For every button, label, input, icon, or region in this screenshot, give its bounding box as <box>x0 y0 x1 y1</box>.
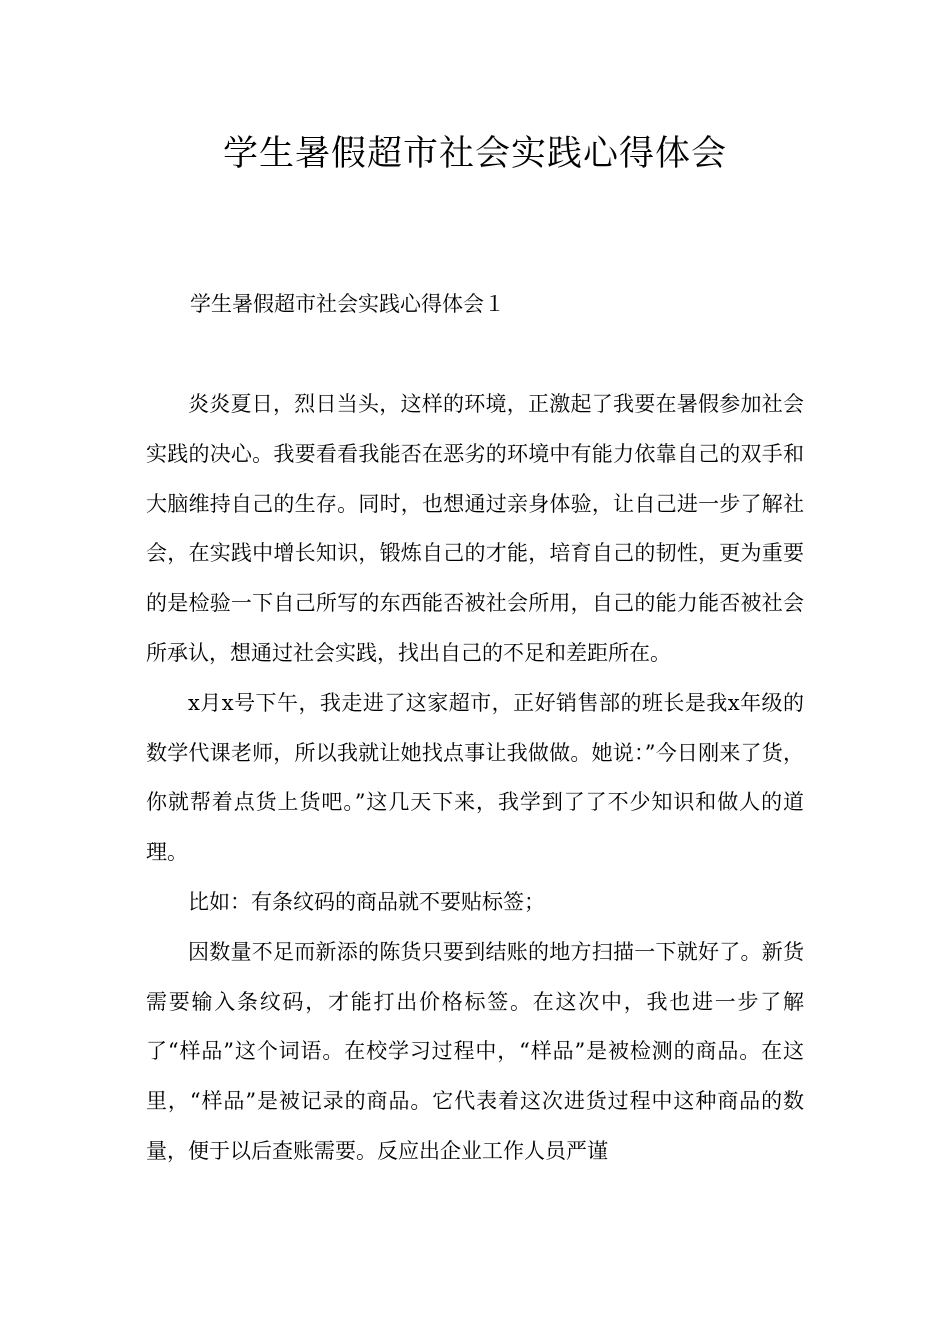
document-body <box>146 380 804 1177</box>
paragraph-2: x月x号下午，我走进了这家超市，正好销售部的班长是我x年级的数学代课老师，所以我就让她找点事让我做做。她说：”今日刚来了货，你就帮着点货上货吧。”这几天下来，我学到了了不少知识和做人的道理。 <box>146 690 804 865</box>
section-heading: 学生暑假超市社会实践心得体会１ <box>190 292 505 316</box>
paragraph-3: 比如：有条纹码的商品就不要贴标签； <box>188 889 545 914</box>
document-title: 学生暑假超市社会实践心得体会 <box>222 134 727 174</box>
paragraph-4: 因数量不足而新添的陈货只要到结账的地方扫描一下就好了。新货需要输入条纹码，才能打出价格标签。在这次中，我也进一步了解了“样品”这个词语。在校学习过程中，“样品”是被检测的商品。在这里，“样品”是被记录的商品。它代表着这次进货过程中这种商品的数量，便于以后查账需要。反应出企业工作人员严谨 <box>146 939 804 1163</box>
paragraph-1: 炎炎夏日，烈日当头，这样的环境，正激起了我要在暑假参加社会实践的决心。我要看看我能否在恶劣的环境中有能力依靠自己的双手和大脑维持自己的生存。同时，也想通过亲身体验，让自己进一步了解社会，在实践中增长知识，锻炼自己的才能，培育自己的韧性，更为重要的是检验一下自己所写的东西能否被社会所用，自己的能力能否被社会所承认，想通过社会实践，找出自己的不足和差距所在。 <box>146 392 804 665</box>
